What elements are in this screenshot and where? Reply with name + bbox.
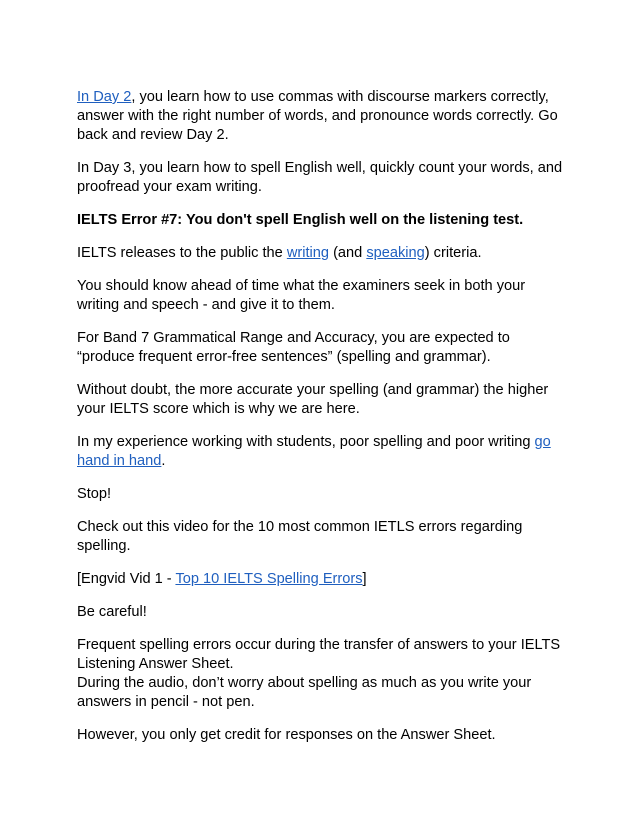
experience-text-after: .	[161, 453, 166, 469]
experience-text-before: In my experience working with students, poor spelling and poor writing	[77, 434, 535, 450]
day-2-text: , you learn how to use commas with discourse markers correctly, answer with the right number of words, and pronounce words correctly. Go back and review Day 2.	[77, 89, 558, 143]
paragraph-be-careful: Be careful!	[77, 604, 147, 620]
paragraph-audio: During the audio, don’t worry about spelling as much as you write your answers in pencil - not pen.	[77, 675, 532, 710]
error-7-heading: IELTS Error #7: You don't spell English well on the listening test.	[77, 212, 524, 228]
engvid-text-after: ]	[362, 571, 367, 587]
paragraph-criteria	[77, 244, 567, 263]
paragraph-transfer: Frequent spelling errors occur during the transfer of answers to your IELTS Listening Answer Sheet.	[77, 637, 561, 672]
paragraph-experience	[77, 433, 567, 471]
paragraph-day-3: In Day 3, you learn how to spell English well, quickly count your words, and proofread your exam writing.	[77, 160, 563, 195]
paragraph-examiners: You should know ahead of time what the examiners seek in both your writing and speech - and give it to them.	[77, 278, 526, 313]
go-hand-in-hand-link[interactable]: go hand in hand	[77, 434, 551, 469]
speaking-link[interactable]: speaking	[366, 245, 425, 261]
paragraph-band-7: For Band 7 Grammatical Range and Accuracy, you are expected to “produce frequent error-free sentences” (spelling and grammar).	[77, 330, 510, 365]
spelling-errors-video-link[interactable]: Top 10 IELTS Spelling Errors	[175, 571, 363, 587]
day-2-link[interactable]: In Day 2	[77, 89, 132, 105]
criteria-text-middle: (and	[329, 245, 367, 261]
criteria-text-after: ) criteria.	[424, 245, 482, 261]
paragraph-video: Check out this video for the 10 most common IETLS errors regarding spelling.	[77, 519, 523, 554]
paragraph-credit: However, you only get credit for responses on the Answer Sheet.	[77, 727, 496, 743]
criteria-text-before: IELTS releases to the public the	[77, 245, 287, 261]
paragraph-engvid	[77, 570, 567, 589]
writing-link[interactable]: writing	[286, 245, 330, 261]
document-page	[77, 88, 567, 759]
engvid-text-before: [Engvid Vid 1 -	[77, 571, 176, 587]
paragraph-accuracy: Without doubt, the more accurate your spelling (and grammar) the higher your IELTS score which is why we are here.	[77, 382, 549, 417]
paragraph-stop: Stop!	[77, 486, 112, 502]
paragraph-day-2	[77, 88, 567, 145]
